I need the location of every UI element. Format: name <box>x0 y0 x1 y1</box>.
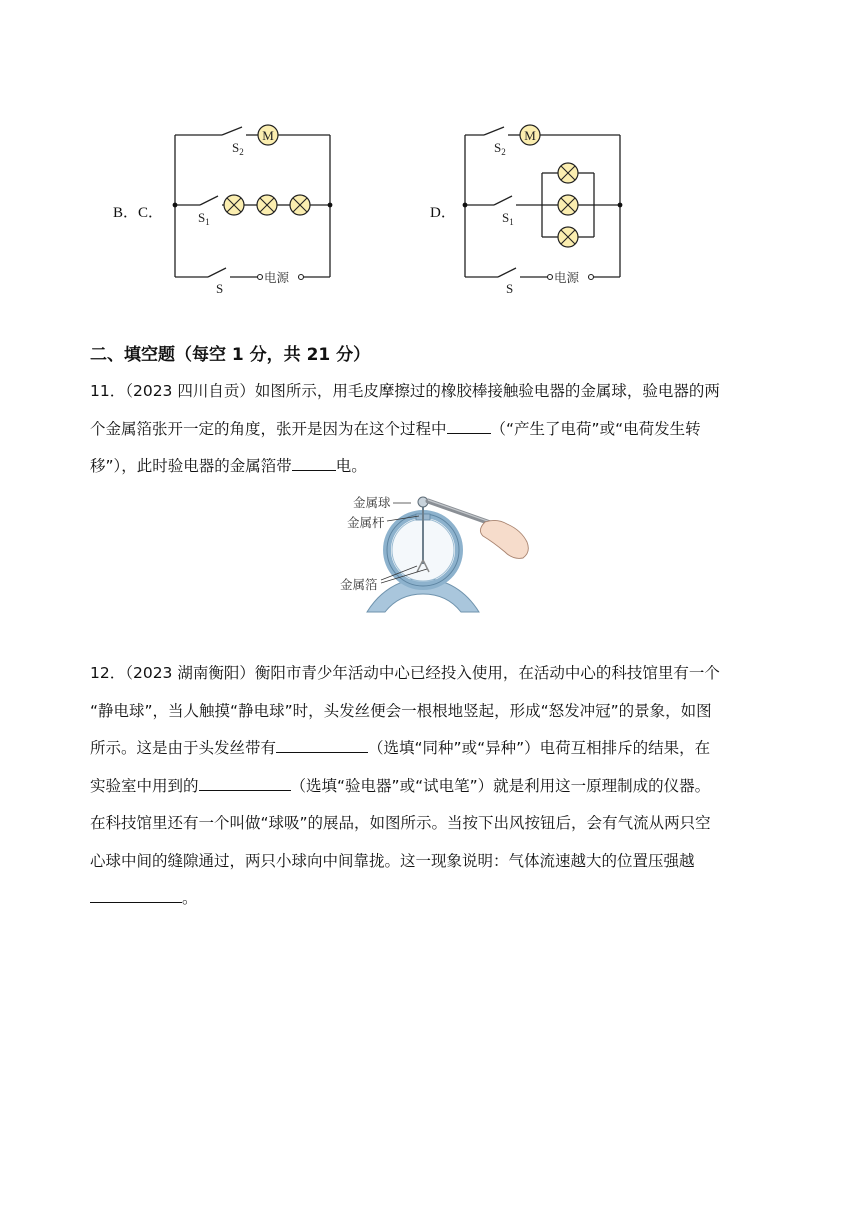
question-11-line: 11．（2023 四川自贡）如图所示，用毛皮摩擦过的橡胶棒接触验电器的金属球，验电器的两 <box>90 382 720 400</box>
lamp-icon <box>558 227 578 247</box>
circuit-diagram-d <box>450 115 635 300</box>
lamp-icon <box>558 163 578 183</box>
label-metal-rod: 金属杆 <box>347 515 385 530</box>
question-11-line: 个金属箔张开一定的角度，张开是因为在这个过程中 （“产生了电荷”或“电荷发生转 <box>90 411 780 449</box>
switch-s2-label: $S_2$ <box>494 140 506 157</box>
question-12-line: 。 <box>90 880 780 918</box>
switch-s1-label: $S_1$ <box>502 210 514 227</box>
svg-text:M: M <box>524 128 536 143</box>
question-12-line: 12．（2023 湖南衡阳）衡阳市青少年活动中心已经投入使用，在活动中心的科技馆里有一个 <box>90 664 720 682</box>
lamp-icon <box>257 195 277 215</box>
lamp-icon <box>290 195 310 215</box>
svg-text:M: M <box>262 128 274 143</box>
circuit-diagram-c <box>160 115 345 300</box>
switch-s-label: S <box>506 281 514 296</box>
answer-blank[interactable] <box>276 736 368 753</box>
answer-blank[interactable] <box>90 886 182 903</box>
question-12-line: 心球中间的缝隙通过，两只小球向中间靠拢。这一现象说明：气体流速越大的位置压强越 <box>90 851 695 870</box>
switch-s-label: S <box>216 281 224 296</box>
label-metal-ball: 金属球 <box>353 495 391 510</box>
answer-blank[interactable] <box>447 417 491 434</box>
label-metal-foil: 金属箔 <box>340 577 378 592</box>
question-11-line: 移”），此时验电器的金属箔带 电。 <box>90 448 780 486</box>
power-source-label: 电源 <box>264 270 290 285</box>
power-source-label: 电源 <box>554 270 580 285</box>
option-bc-label: B．C． <box>113 205 164 221</box>
question-12-line: 在科技馆里还有一个叫做“球吸”的展品，如图所示。当按下出风按钮后，会有气流从两只空 <box>90 814 711 832</box>
switch-s1-label: $S_1$ <box>198 210 210 227</box>
answer-blank[interactable] <box>292 454 336 471</box>
question-12-line: “静电球”，当人触摸“静电球”时，头发丝便会一根根地竖起，形成“怒发冲冠”的景象，如图 <box>90 701 712 720</box>
question-11 <box>90 373 780 486</box>
lamp-icon <box>224 195 244 215</box>
section-title: 二、填空题（每空 1 分，共 21 分） <box>90 345 371 365</box>
question-12-line: 实验室中用到的 （选填“验电器”或“试电笔”）就是利用这一原理制成的仪器。 <box>90 768 780 806</box>
question-12-line: 所示。这是由于头发丝带有 （选填“同种”或“异种”）电荷互相排斥的结果，在 <box>90 730 780 768</box>
electroscope-figure <box>335 490 535 618</box>
answer-blank[interactable] <box>199 774 291 791</box>
lamp-icon <box>558 195 578 215</box>
option-d-label: D． <box>430 205 456 221</box>
question-12 <box>90 655 780 918</box>
switch-s2-label: $S_2$ <box>232 140 244 157</box>
